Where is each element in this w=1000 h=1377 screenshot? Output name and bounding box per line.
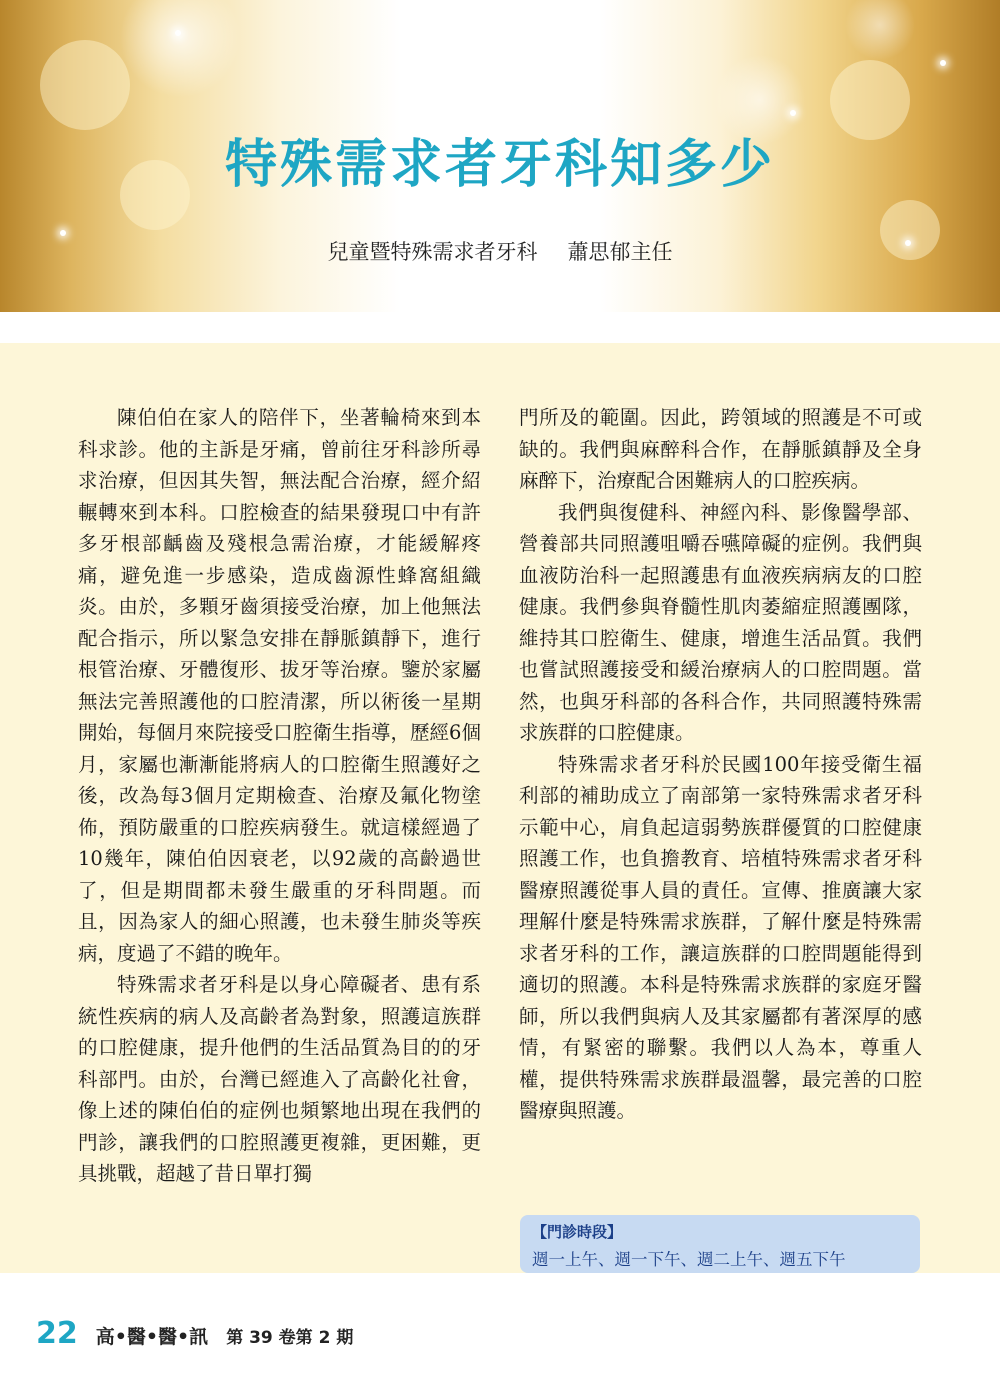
journal-name: 高•醫•醫•訊 (95, 1326, 209, 1348)
paragraph: 門所及的範圍。因此，跨領域的照護是不可或缺的。我們與麻醉科合作，在靜脈鎮靜及全身麻醉下，治療配合困難病人的口腔疾病。 (519, 406, 922, 492)
department-name: 兒童暨特殊需求者牙科 (327, 240, 538, 264)
sparkle-decoration (940, 60, 946, 66)
issue-info: 第 39 卷第 2 期 (226, 1328, 354, 1348)
page-footer (36, 1316, 353, 1352)
byline (0, 236, 1000, 266)
page-number: 22 (36, 1316, 78, 1351)
header-banner (0, 0, 1000, 312)
paragraph: 特殊需求者牙科是以身心障礙者、患有系統性疾病的病人及高齡者為對象，照護這族群的口腔健康，提升他們的生活品質為目的的牙科部門。由於，台灣已經進入了高齡化社會，像上述的陳伯伯的症例也頻繁地出現在我們的門診，讓我們的口腔照護更複雜，更困難，更具挑戰，超越了昔日單打獨 (78, 973, 481, 1185)
author-name: 蕭思郁主任 (567, 240, 673, 264)
bokeh-decoration (40, 40, 130, 130)
sparkle-decoration (175, 30, 181, 36)
paragraph: 特殊需求者牙科於民國100年接受衛生福利部的補助成立了南部第一家特殊需求者牙科示範中心，肩負起這弱勢族群優質的口腔健康照護工作，也負擔教育、培植特殊需求者牙科醫療照護從事人員的責任。宣傳、推廣讓大家理解什麼是特殊需求族群，了解什麼是特殊需求者牙科的工作，讓這族群的口腔問題能得到適切的照護。本科是特殊需求族群的家庭牙醫師，所以我們與病人及其家屬都有著深厚的感情，有緊密的聯繫。我們以人為本，尊重人權，提供特殊需求族群最溫馨，最完善的口腔醫療與照護。 (519, 752, 922, 1122)
article-title: 特殊需求者牙科知多少 (224, 135, 775, 195)
clinic-hours-box (520, 1215, 920, 1273)
clinic-hours-label: 【門診時段】 (532, 1223, 623, 1241)
paragraph: 我們與復健科、神經內科、影像醫學部、營養部共同照護咀嚼吞嚥障礙的症例。我們與血液防治科一起照護患有血液疾病病友的口腔健康。我們參與脊髓性肌肉萎縮症照護團隊，維持其口腔衛生、健康，增進生活品質。我們也嘗試照護接受和緩治療病人的口腔問題。當然，也與牙科部的各科合作，共同照護特殊需求族群的口腔健康。 (519, 500, 922, 744)
paragraph: 陳伯伯在家人的陪伴下，坐著輪椅來到本科求診。他的主訴是牙痛，曾前往牙科診所尋求治療，但因其失智，無法配合治療，經介紹輾轉來到本科。口腔檢查的結果發現口中有許多牙根部齲齒及殘根急需治療，才能緩解疼痛，避免進一步感染，造成齒源性蜂窩組織炎。由於，多顆牙齒須接受治療，加上他無法配合指示，所以緊急安排在靜脈鎮靜下，進行根管治療、牙體復形、拔牙等治療。鑒於家屬無法完善照護他的口腔清潔，所以術後一星期開始，每個月來院接受口腔衛生指導，歷經6個月，家屬也漸漸能將病人的口腔衛生照護好之後，改為每3個月定期檢查、治療及氟化物塗佈，預防嚴重的口腔疾病發生。就這樣經過了10幾年，陳伯伯因衰老，以92歲的高齡過世了，但是期間都未發生嚴重的牙科問題。而且，因為家人的細心照護，也未發生肺炎等疾病，度過了不錯的晚年。 (78, 406, 481, 965)
article-column-left (78, 402, 481, 1190)
article-column-right (519, 402, 922, 1127)
sparkle-decoration (790, 110, 796, 116)
clinic-hours-text: 週一上午、週一下午、週二上午、週五下午 (532, 1250, 846, 1269)
